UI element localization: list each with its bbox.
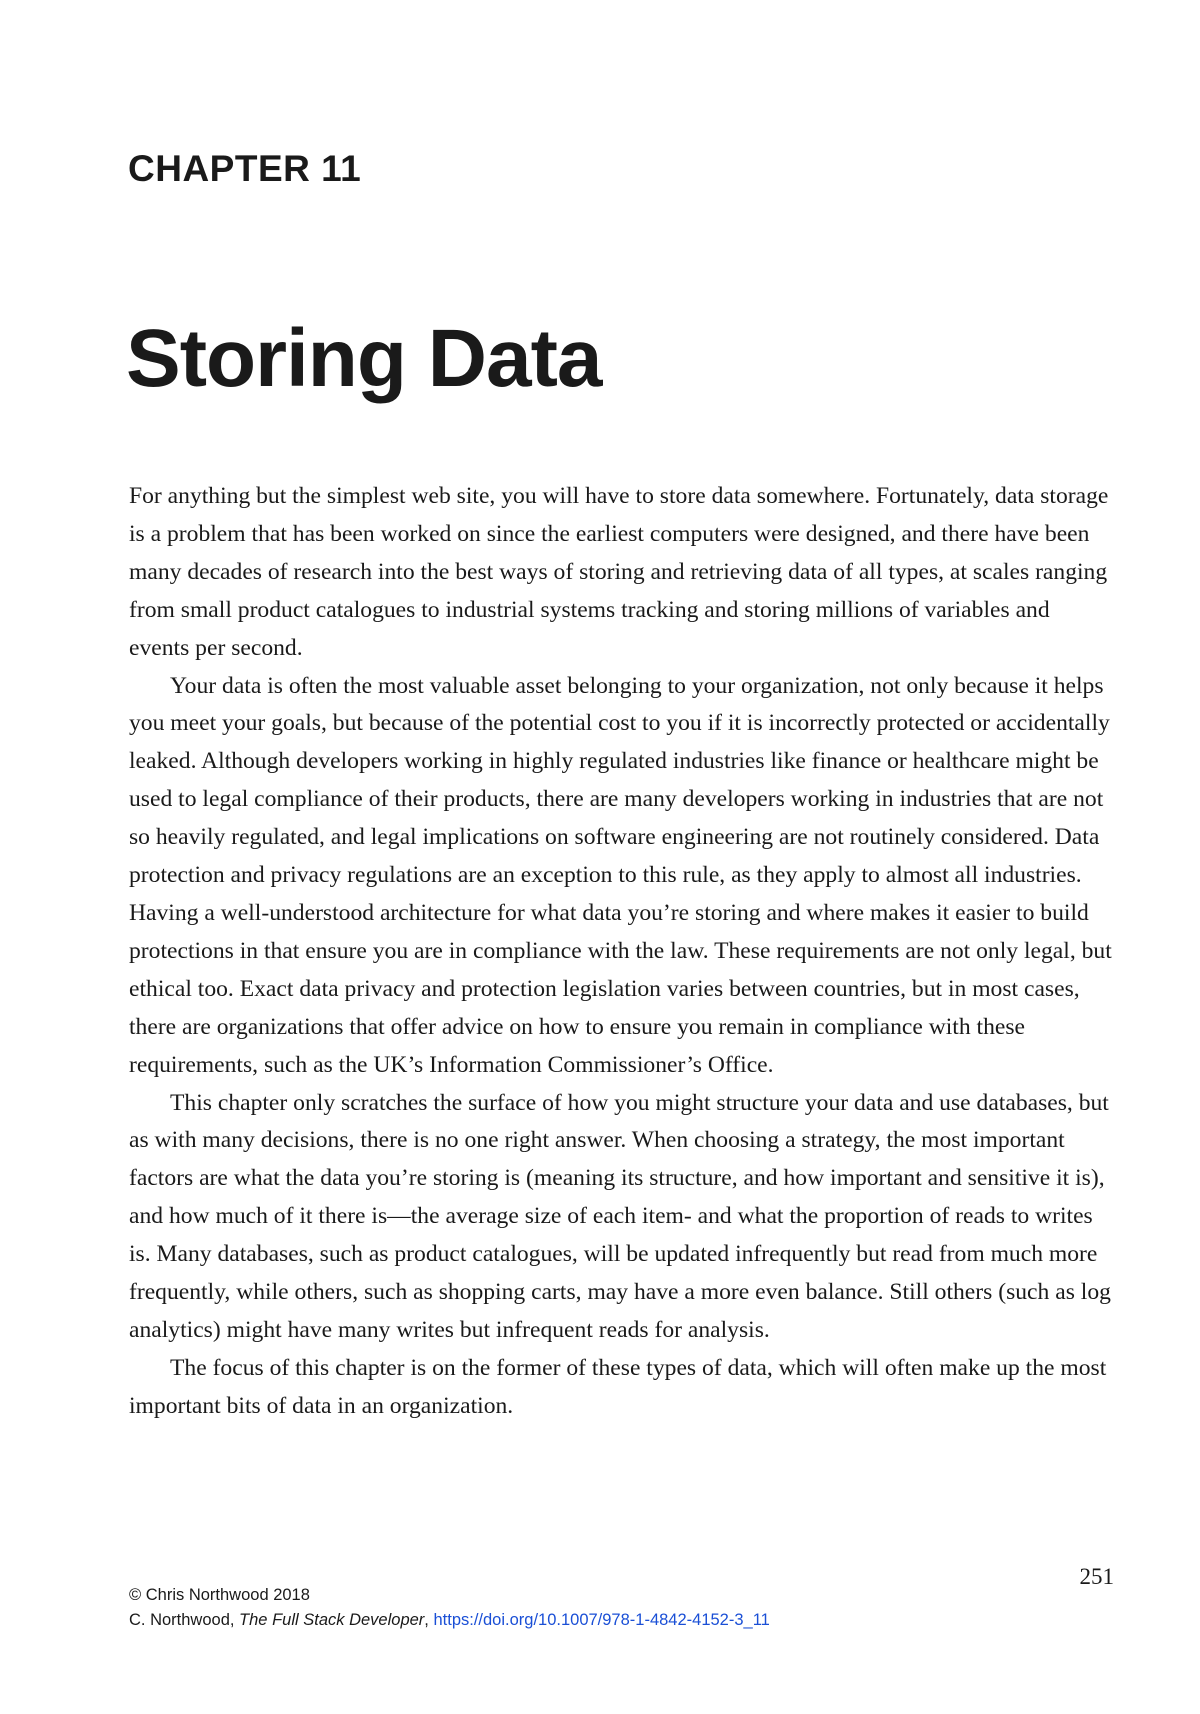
footer: [129, 1583, 770, 1633]
paragraph-4: The focus of this chapter is on the former of these types of data, which will often make up the most important bits of data in an organization.: [129, 1354, 1107, 1419]
paragraph-3: This chapter only scratches the surface of how you might structure your data and use databases, but as with many decisions, there is no one right answer. When choosing a strategy, the most important factors are what the data you’re storing is (meaning its structure, and how important and sensitive it is), and how much of it there is—the average size of each item- and what the proportion of reads to writes is. Many databases, such as product catalogues, will be updated infrequently but read from much more frequently, while others, such as shopping carts, may have a more even balance. Still others (such as log analytics) might have many writes but infrequent reads for analysis.: [129, 1089, 1111, 1343]
body-text: [129, 478, 1114, 1426]
doi-link[interactable]: https://doi.org/10.1007/978-1-4842-4152-3_11: [433, 1611, 770, 1629]
paragraph-2: Your data is often the most valuable asset belonging to your organization, not only because it helps you meet your goals, but because of the potential cost to you if it is incorrectly protected or accidentally leaked. Although developers working in highly regulated industries like finance or healthcare might be used to legal compliance of their products, there are many developers working in industries that are not so heavily regulated, and legal implications on software engineering are not routinely considered. Data protection and privacy regulations are an exception to this rule, as they apply to almost all industries. Having a well-understood architecture for what data you’re storing and where makes it easier to build protections in that ensure you are in compliance with the law. These requirements are not only legal, but ethical too. Exact data privacy and protection legislation varies between countries, but in most cases, there are organizations that offer advice on how to ensure you remain in compliance with these requirements, such as the UK’s Information Commissioner’s Office.: [129, 672, 1112, 1078]
citation-separator: ,: [424, 1611, 434, 1629]
paragraph-1: For anything but the simplest web site, you will have to store data somewhere. Fortunately, data storage is a problem that has been worked on since the earliest computers were designed, and there have been many decades of research into the best ways of storing and retrieving data of all types, at scales ranging from small product catalogues to industrial systems tracking and storing millions of variables and events per second.: [129, 483, 1109, 661]
page-number: 251: [1079, 1564, 1114, 1589]
citation-book-title: The Full Stack Developer: [239, 1611, 425, 1629]
citation-line: [129, 1608, 770, 1633]
copyright-line: © Chris Northwood 2018: [129, 1586, 310, 1604]
chapter-label: CHAPTER 11: [128, 148, 362, 189]
citation-author: C. Northwood,: [129, 1611, 240, 1629]
chapter-title: Storing Data: [126, 313, 602, 404]
